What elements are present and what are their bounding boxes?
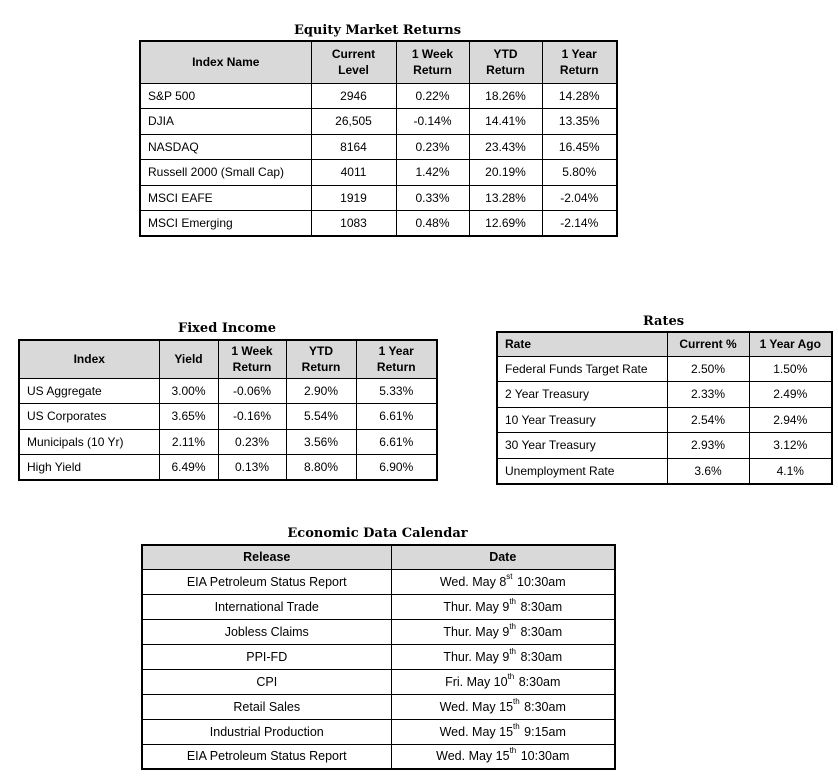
- rates-cell: 2.49%: [749, 382, 832, 408]
- equity-cell: 0.48%: [396, 211, 469, 237]
- release-date: [391, 569, 615, 594]
- fixed-income-cell: 8.80%: [286, 455, 356, 481]
- release-date-day: Wed. May 15: [439, 699, 514, 714]
- equity-row-label: S&P 500: [140, 83, 311, 109]
- fixed-income-cell: 6.49%: [159, 455, 218, 481]
- equity-cell: 0.22%: [396, 83, 469, 109]
- equity-section: [139, 21, 616, 237]
- rates-row-label: 30 Year Treasury: [497, 433, 667, 459]
- economic-calendar-section: [141, 524, 614, 770]
- rates-header-row: [497, 332, 832, 356]
- equity-header-line: Return: [559, 63, 599, 78]
- equity-cell: 13.35%: [542, 109, 617, 135]
- rates-section: [496, 313, 831, 485]
- equity-title: Equity Market Returns: [293, 23, 462, 38]
- fixed-income-cell: -0.06%: [218, 378, 286, 404]
- fixed-income-cell: 3.56%: [286, 429, 356, 455]
- rates-cell: 1.50%: [749, 356, 832, 382]
- equity-row: [140, 134, 617, 160]
- economic-calendar-row: [142, 594, 615, 619]
- release-date-time: 8:30am: [517, 649, 563, 664]
- rates-row: [497, 458, 832, 484]
- equity-row: [140, 160, 617, 186]
- fixed-income-header-cell: [218, 340, 286, 378]
- fixed-income-header-line: Return: [232, 360, 272, 375]
- release-date-ordinal: th: [509, 646, 516, 656]
- fixed-income-header-line: Yield: [174, 352, 203, 367]
- fixed-income-section: [18, 318, 436, 481]
- fixed-income-row: [19, 378, 437, 404]
- economic-calendar-row: [142, 669, 615, 694]
- rates-cell: 2.50%: [667, 356, 749, 382]
- rates-row: [497, 407, 832, 433]
- rates-row-label: 10 Year Treasury: [497, 407, 667, 433]
- economic-calendar-header-cell: Release: [142, 545, 391, 569]
- fixed-income-row: [19, 455, 437, 481]
- fixed-income-header-line: 1 Year: [378, 344, 414, 359]
- fixed-income-header-line: YTD: [309, 344, 333, 359]
- release-name: Retail Sales: [142, 694, 391, 719]
- rates-row-label: 2 Year Treasury: [497, 382, 667, 408]
- fixed-income-row-label: US Aggregate: [19, 378, 159, 404]
- equity-cell: 14.28%: [542, 83, 617, 109]
- equity-cell: 1083: [311, 211, 396, 237]
- release-date-day: Wed. May 15: [439, 724, 514, 739]
- rates-row: [497, 356, 832, 382]
- equity-cell: 2946: [311, 83, 396, 109]
- rates-table-body: [497, 356, 832, 484]
- equity-cell: -2.14%: [542, 211, 617, 237]
- release-date-day: Wed. May 8: [439, 574, 507, 589]
- equity-header-line: Current: [331, 47, 376, 62]
- fixed-income-cell: 0.23%: [218, 429, 286, 455]
- fixed-income-cell: 6.90%: [356, 455, 437, 481]
- economic-calendar-table: [141, 544, 616, 770]
- equity-cell: 12.69%: [469, 211, 542, 237]
- fixed-income-row: [19, 429, 437, 455]
- equity-row-label: MSCI EAFE: [140, 185, 311, 211]
- release-date-day: Thur. May 9: [443, 599, 510, 614]
- equity-row: [140, 83, 617, 109]
- fixed-income-table: [18, 339, 438, 481]
- fixed-income-row-label: High Yield: [19, 455, 159, 481]
- release-date-day: Thur. May 9: [443, 624, 510, 639]
- fixed-income-row: [19, 404, 437, 430]
- rates-header-cell: Current %: [667, 332, 749, 356]
- rates-cell: 4.1%: [749, 458, 832, 484]
- economic-calendar-row: [142, 744, 615, 769]
- equity-cell: 1919: [311, 185, 396, 211]
- release-date-time: 10:30am: [513, 574, 566, 589]
- equity-header-line: 1 Year: [561, 47, 597, 62]
- equity-header-cell: [469, 41, 542, 83]
- economic-calendar-row: [142, 694, 615, 719]
- release-date-ordinal: th: [509, 621, 516, 631]
- fixed-income-header-line: 1 Week: [231, 344, 273, 359]
- release-date-time: 9:15am: [520, 724, 566, 739]
- equity-cell: 23.43%: [469, 134, 542, 160]
- rates-row-label: Unemployment Rate: [497, 458, 667, 484]
- release-name: International Trade: [142, 594, 391, 619]
- fixed-income-header-cell: [286, 340, 356, 378]
- equity-cell: 0.23%: [396, 134, 469, 160]
- release-date-day: Wed. May 15: [436, 749, 510, 764]
- equity-header-cell: [542, 41, 617, 83]
- equity-row-label: Russell 2000 (Small Cap): [140, 160, 311, 186]
- rates-row: [497, 433, 832, 459]
- release-date-ordinal: st: [506, 571, 513, 581]
- release-date: [391, 594, 615, 619]
- rates-cell: 3.6%: [667, 458, 749, 484]
- equity-row-label: DJIA: [140, 109, 311, 135]
- release-name: Industrial Production: [142, 719, 391, 744]
- fixed-income-header-line: Return: [301, 360, 341, 375]
- rates-cell: 2.54%: [667, 407, 749, 433]
- rates-cell: 3.12%: [749, 433, 832, 459]
- release-date: [391, 694, 615, 719]
- fixed-income-cell: 6.61%: [356, 429, 437, 455]
- equity-cell: -2.04%: [542, 185, 617, 211]
- equity-table-body: [140, 83, 617, 236]
- fixed-income-header-cell: [356, 340, 437, 378]
- economic-calendar-title: Economic Data Calendar: [287, 526, 468, 541]
- equity-header-line: Return: [486, 63, 525, 78]
- release-date-day: Thur. May 9: [443, 649, 510, 664]
- fixed-income-header-row: [19, 340, 437, 378]
- rates-cell: 2.94%: [749, 407, 832, 433]
- rates-row-label: Federal Funds Target Rate: [497, 356, 667, 382]
- equity-row-label: NASDAQ: [140, 134, 311, 160]
- fixed-income-row-label: Municipals (10 Yr): [19, 429, 159, 455]
- release-name: EIA Petroleum Status Report: [142, 569, 391, 594]
- release-date: [391, 744, 615, 769]
- economic-calendar-table-body: [142, 569, 615, 769]
- equity-cell: 18.26%: [469, 83, 542, 109]
- rates-header-cell: Rate: [497, 332, 667, 356]
- fixed-income-cell: 6.61%: [356, 404, 437, 430]
- economic-calendar-header-row: [142, 545, 615, 569]
- fixed-income-cell: 2.11%: [159, 429, 218, 455]
- release-date-day: Fri. May 10: [445, 674, 508, 689]
- economic-calendar-row: [142, 644, 615, 669]
- rates-title: Rates: [642, 314, 685, 329]
- equity-cell: 20.19%: [469, 160, 542, 186]
- rates-cell: 2.93%: [667, 433, 749, 459]
- economic-calendar-header-cell: Date: [391, 545, 615, 569]
- rates-cell: 2.33%: [667, 382, 749, 408]
- release-date: [391, 719, 615, 744]
- equity-cell: 5.80%: [542, 160, 617, 186]
- equity-cell: 1.42%: [396, 160, 469, 186]
- economic-calendar-row: [142, 719, 615, 744]
- equity-header-cell: [140, 41, 311, 83]
- fixed-income-header-line: Index: [73, 352, 105, 367]
- equity-header-line: Index Name: [192, 55, 260, 70]
- equity-row: [140, 109, 617, 135]
- equity-row-label: MSCI Emerging: [140, 211, 311, 237]
- equity-row: [140, 211, 617, 237]
- release-date-ordinal: th: [513, 721, 520, 731]
- release-name: CPI: [142, 669, 391, 694]
- fixed-income-row-label: US Corporates: [19, 404, 159, 430]
- equity-cell: 14.41%: [469, 109, 542, 135]
- release-name: EIA Petroleum Status Report: [142, 744, 391, 769]
- equity-cell: 0.33%: [396, 185, 469, 211]
- rates-row: [497, 382, 832, 408]
- release-date-time: 8:30am: [515, 674, 561, 689]
- release-date-ordinal: th: [509, 746, 517, 756]
- release-name: PPI-FD: [142, 644, 391, 669]
- rates-table: [496, 331, 833, 485]
- fixed-income-header-line: Return: [376, 360, 416, 375]
- fixed-income-table-body: [19, 378, 437, 480]
- release-date-time: 8:30am: [517, 599, 563, 614]
- equity-cell: 4011: [311, 160, 396, 186]
- equity-cell: 16.45%: [542, 134, 617, 160]
- release-date-time: 8:30am: [517, 624, 563, 639]
- release-date-time: 8:30am: [520, 699, 566, 714]
- rates-header-cell: 1 Year Ago: [749, 332, 832, 356]
- fixed-income-header-cell: [159, 340, 218, 378]
- equity-table: [139, 40, 618, 237]
- release-date-time: 10:30am: [517, 749, 570, 764]
- fixed-income-cell: 5.54%: [286, 404, 356, 430]
- fixed-income-cell: -0.16%: [218, 404, 286, 430]
- release-date: [391, 644, 615, 669]
- fixed-income-cell: 5.33%: [356, 378, 437, 404]
- equity-header-line: Level: [338, 63, 369, 78]
- equity-cell: -0.14%: [396, 109, 469, 135]
- release-date: [391, 619, 615, 644]
- fixed-income-cell: 3.65%: [159, 404, 218, 430]
- release-date: [391, 669, 615, 694]
- equity-header-line: YTD: [493, 47, 518, 62]
- release-date-ordinal: th: [513, 696, 520, 706]
- equity-cell: 26,505: [311, 109, 396, 135]
- equity-header-cell: [311, 41, 396, 83]
- fixed-income-header-cell: [19, 340, 159, 378]
- economic-calendar-row: [142, 619, 615, 644]
- fixed-income-cell: 3.00%: [159, 378, 218, 404]
- economic-calendar-row: [142, 569, 615, 594]
- release-name: Jobless Claims: [142, 619, 391, 644]
- fixed-income-cell: 0.13%: [218, 455, 286, 481]
- equity-header-line: 1 Week: [411, 47, 454, 62]
- fixed-income-title: Fixed Income: [178, 321, 276, 336]
- release-date-ordinal: th: [507, 671, 515, 681]
- equity-cell: 13.28%: [469, 185, 542, 211]
- fixed-income-cell: 2.90%: [286, 378, 356, 404]
- equity-header-line: Return: [413, 63, 452, 78]
- equity-cell: 8164: [311, 134, 396, 160]
- equity-row: [140, 185, 617, 211]
- equity-header-cell: [396, 41, 469, 83]
- release-date-ordinal: th: [509, 596, 516, 606]
- equity-header-row: [140, 41, 617, 83]
